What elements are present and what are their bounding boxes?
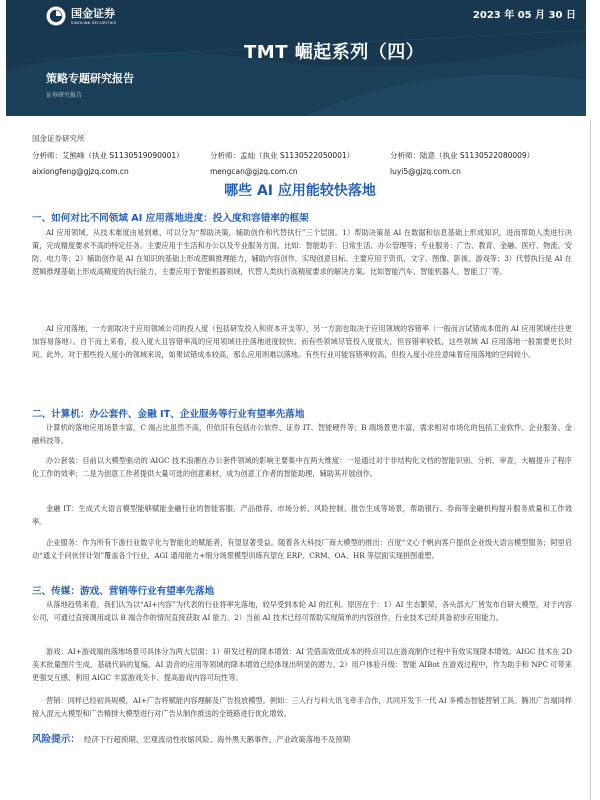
- risk-label: 风险提示：: [32, 734, 80, 745]
- analyst-email: mengcan@gjzq.com.cn: [210, 167, 298, 176]
- section-2-paragraph-1: 计算机的落地应用场景丰富，C 端占比虽然不高，但依旧有包括办公软件、证券 IT、智能硬件等；B 端场景更丰富，需求相对市场化的包括工业软件、企业服务、金融科技等。: [32, 423, 572, 445]
- section-2-paragraph-4: 企业服务：作为所有下游行业数字化与智能化的赋能者，有望显著受益。随着各大科技厂商大模型的推出：百度“文心千帆向客户提供企业级大语言模型服务；阿里启动“通义千问伙伴计划”覆盖各个行业，AGI 通用能力+细分场景模型训练有望在 ERP、CRM、OA、HR 等层面实现拼图重塑。: [32, 538, 572, 560]
- analyst-label: 分析师：陆意（执业 S1130522080009）: [390, 151, 535, 160]
- company-logo: [46, 6, 116, 26]
- report-type: 策略专题研究报告: [46, 72, 134, 85]
- risk-warning: [32, 731, 350, 745]
- section-3-paragraph-1: 从落地趋势来看，我们认为以“AI+内容”为代表的行业将率先落地，较早受到本轮 AI 的红利。原因在于：1）AI 生态繁荣，各头部大厂皆发布自研大模型，对于内容公司，可通过直接调用或以 B 端合作的情况直接获取 AI 能力。2）当前 AI 技术已经可帮助实现简单的内容创作，行业技术已经具备初步应用能力。: [32, 600, 572, 622]
- institute-name: 国金证券研究所: [32, 134, 85, 143]
- section-3-heading: 三、传媒：游戏、营销等行业有望率先落地: [32, 586, 215, 597]
- section-2-paragraph-3: 金融 IT：生成式大语言模型能够赋能金融行业的智能客服、产品推荐、市场分析、风险控制、报告生成等场景，帮助银行、券商等金融机构提升服务质量和工作效率。: [32, 504, 572, 526]
- series-title: TMT 崛起系列（四）: [244, 42, 425, 63]
- page-edge-divider: [590, 120, 591, 800]
- logo-name: 国金证券: [71, 6, 115, 20]
- section-2-paragraph-2: 办公套装：目前以大模型驱动的 AIGC 技术浪潮在办公套件领域的影响主要集中在两大维度：一是通过对于非结构化文档的智能识别、分析、审查，大幅提升了程序化工作的效率；二是为创意工作者提供大量可选的创意素材，成为创意工作者的智能助理，辅助其开展创作。: [32, 456, 572, 478]
- analyst-3: [390, 150, 534, 176]
- risk-text: 经济下行超预期、宏观流动性收缩风险、海外黑天鹅事件、产业政策落地不及预期: [83, 735, 351, 744]
- analyst-label: 分析师：孟灿（执业 S1130522050001）: [210, 151, 355, 160]
- analyst-2: [210, 150, 354, 176]
- analyst-email: aixiongfeng@gjzq.com.cn: [32, 167, 129, 176]
- report-subtype: 证券研究报告: [46, 92, 83, 99]
- analyst-1: [32, 150, 184, 176]
- section-3-paragraph-2: 游戏：AI+游戏端的落地场景可具体分为两大层面：1）研发过程的降本增效：AI 凭借高效低成本的特点可以在游戏制作过程中有效实现降本增效。AIGC 技术在 2D 美术批量图片生成、基础代码的复编、AI 语音的应用等领域的降本增效已经体现出明显的潜力。2）用户体验升级：智能 AIBot 在游戏过程中，作为助手和 NPC 可带来更强交互感，利用 AIGC 丰富游戏关卡、提高游戏内容可玩性等。: [32, 647, 572, 682]
- section-2-heading: 二、计算机：办公套件、金融 IT、企业服务等行业有望率先落地: [32, 409, 305, 420]
- section-1-paragraph-2: AI 应用落地，一方面取决于应用领域公司的投入度（包括研发投入和资本开支等），另一方面也取决于应用领域的容错率（一般而言试错成本低的 AI 应用领域往往更加容易落地）。自下而上来看，投入度大且容错率高的应用领域往往落地进度较快。而有些领域尽管投入度很大，但容错率较低，这些领域 AI 应用落地一般需要更长时间。此外，对于那些投入度小的领域来说，如果试错成本较高，那么应用则难以落地。有些行业可能容错率较高，但投入度小往往意味着应用落地的空间较小。: [32, 324, 572, 359]
- analyst-label: 分析师：艾熊峰（执业 S1130519090001）: [32, 151, 184, 160]
- main-title: 哪些 AI 应用能较快落地: [224, 183, 376, 199]
- logo-english-name: SINOLINK SECURITIES: [71, 19, 117, 25]
- section-1-heading: 一、如何对比不同领域 AI 应用落地进度：投入度和容错率的框架: [32, 213, 309, 224]
- section-3-paragraph-3: 营销：同样已经初具规模，AI+广告将赋能内容理解及广告投放模型。例如：三人行与科大讯飞牵手合作，共同开发下一代 AI 多模态智能营销工具。腾讯广告端同样接入混元大模型和广告精排大模型进行对广告从制作推送的全链路进行优化增效。: [32, 696, 572, 718]
- logo-icon: [46, 6, 66, 26]
- report-date: 2023 年 05 月 30 日: [472, 10, 576, 21]
- analyst-email: luyi5@gjzq.com.cn: [390, 167, 461, 176]
- header-banner: [6, 0, 586, 116]
- section-1-paragraph-1: AI 应用领域，从技术难度由易到难，可以分为“帮助决策，辅助创作和代替执行”三个层面。1）帮助决策是 AI 在数据和信息基础上形成知识，进而帮助人类进行决策，完成精度要求不高的特定任务。主要应用于生活和办公以及专业服务方面。比如：智能助手：日常生活、办公管理等；专业服务：广告、教育、金融、医疗、物流、安防、电力等；2）辅助创作是 AI 在知识的基础上形成逻辑推理能力，辅助内容创作，实现创意目标。主要应用于资讯、文字、图像、影视、游戏等；3）代替执行是 AI 在逻辑推理基础上形成高精度的执行能力，主要应用于智能机器领域，代替人类执行高精度要求的解决方案。比如智能汽车、智能机器人、智能工厂等。: [32, 228, 572, 276]
